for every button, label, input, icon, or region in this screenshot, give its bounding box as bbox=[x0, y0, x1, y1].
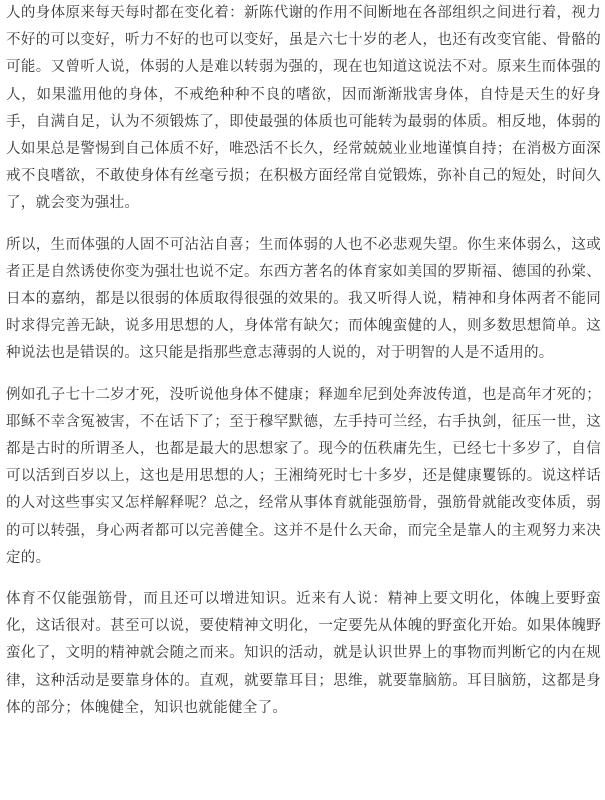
paragraph-1: 人的身体原来每天每时都在变化着：新陈代谢的作用不间断地在各部组织之间进行着，视力不好的可以变好，听力不好的也可以变好，虽是六七十岁的老人，也还有改变官能、骨骼的可能。又曾听人说，体弱的人是难以转弱为强的，现在也知道这说法不对。原来生而体强的人，如果滥用他的身体，不戒绝种种不良的嗜欲，因而渐渐戕害身体，自恃是天生的好身手，自满自足，认为不须锻炼了，即使最强的体质也可能转为最弱的体质。相反地，体弱的人如果总是警惕到自己体质不好，唯恐活不长久，经常兢兢业业地谨慎自持；在消极方面深戒不良嗜欲，不敢使身体有丝毫亏损；在积极方面经常自觉锻炼，弥补自己的短处，时间久了，就会变为强壮。 bbox=[6, 5, 601, 212]
paragraph-3: 例如孔子七十二岁才死，没听说他身体不健康；释迦牟尼到处奔波传道，也是高年才死的；耶稣不幸含冤被害，不在话下了；至于穆罕默德，左手持可兰经，右手执剑，征压一世，这都是古时的所谓圣人，也都是最大的思想家了。现今的伍秩庸先生，已经七十多岁了，自信可以活到百岁以上，这也是用思想的人；王湘绮死时七十多岁，还是健康矍铄的。说这样话的人对这些事实又怎样解释呢？总之，经常从事体育就能强筋骨，强筋骨就能改变体质，弱的可以转强，身心两者都可以完善健全。这并不是什么天命，而完全是靠人的主观努力来决定的。 bbox=[6, 386, 601, 566]
paragraph-2: 所以，生而体强的人固不可沾沾自喜；生而体弱的人也不必悲观失望。你生来体弱么，这或者正是自然诱使你变为强壮也说不定。东西方著名的体育家如美国的罗斯福、德国的孙棠、日本的嘉纳，都是以很弱的体质取得很强的效果的。我又听得人说，精神和身体两者不能同时求得完善无缺，说多用思想的人，身体常有缺欠；而体魄蛮健的人，则多数思想简单。这种说法也是错误的。这只能是指那些意志薄弱的人说的，对于明智的人是不适用的。 bbox=[6, 236, 601, 362]
paragraph-4: 体育不仅能强筋骨，而且还可以增进知识。近来有人说：精神上要文明化，体魄上要野蛮化，这话很对。甚至可以说，要使精神文明化，一定要先从体魄的野蛮化开始。如果体魄野蛮化了，文明的精神就会随之而来。知识的活动，就是认识世界上的事物而判断它的内在规律，这种活动是要靠身体的。直观，就要靠耳目；思维，就要靠脑筋。耳目脑筋，这都是身体的部分；体魄健全，知识也就能健全了。 bbox=[6, 591, 601, 716]
